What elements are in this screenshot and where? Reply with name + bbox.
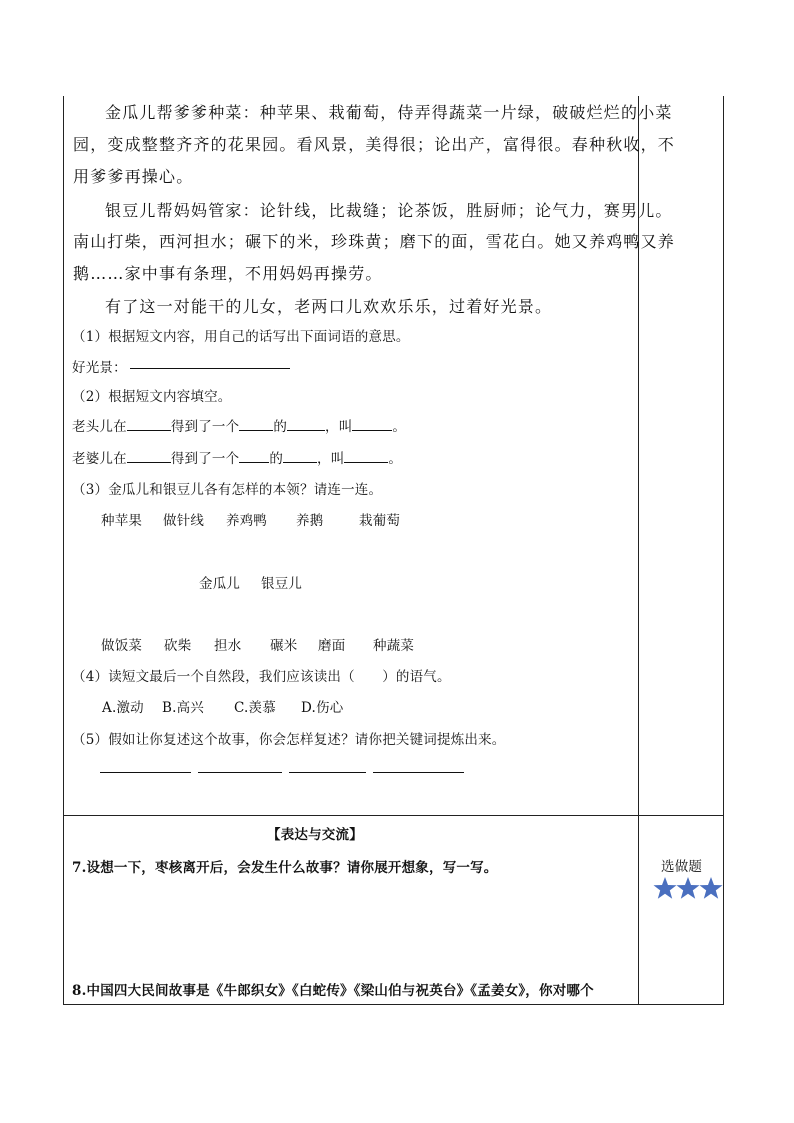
blank[interactable] [352,417,392,432]
story-para1-line2: 园，变成整整齐齐的花果园。看风景，美得很；论出产，富得很。春种秋收，不 [73,135,676,154]
table-border-right [723,96,724,1005]
question-2-row1 [72,415,406,435]
row1-text-c: 的 [273,419,288,435]
star-icon [676,876,700,900]
table-border-bottom [63,1004,724,1005]
row1-text-d: ，叫 [325,419,353,435]
name-yindou[interactable]: 银豆儿 [261,576,303,592]
skill-bottom-3[interactable]: 担水 [214,638,242,654]
blank[interactable] [283,449,317,464]
skill-bottom-2[interactable]: 砍柴 [164,638,192,654]
keyword-line-2[interactable] [198,772,282,773]
row2-text-c: 的 [269,451,284,467]
section-header: 【表达与交流】 [267,827,363,843]
row2-text-d: ，叫 [317,451,345,467]
row1-text-a: 老头儿在 [72,419,127,435]
skill-bottom-6[interactable]: 种蔬菜 [373,638,415,654]
row2-text-b: 得到了一个 [170,451,240,467]
question-1-word: 好光景： [72,360,127,376]
table-border-left [63,96,64,1005]
star-icon [699,876,723,900]
question-1-answer-line[interactable] [130,368,290,369]
option-b[interactable]: B.高兴 [162,700,205,716]
question-7: 7.设想一下，枣核离开后，会发生什么故事？请你展开想象，写一写。 [72,860,498,876]
skill-top-5[interactable]: 栽葡萄 [359,513,401,529]
blank[interactable] [287,417,325,432]
keyword-line-3[interactable] [289,772,366,773]
question-3-prompt: （3）金瓜儿和银豆儿各有怎样的本领？请连一连。 [72,482,383,498]
optional-label: 选做题 [661,859,703,875]
blank[interactable] [127,417,171,432]
question-1-prompt: （1）根据短文内容，用自己的话写出下面词语的意思。 [72,329,410,345]
row-divider [63,815,724,816]
blank[interactable] [127,449,171,464]
name-jingua[interactable]: 金瓜儿 [199,576,241,592]
option-a[interactable]: A.激动 [102,700,144,716]
skill-top-4[interactable]: 养鹅 [296,513,324,529]
question-4-prompt: （4）读短文最后一个自然段，我们应该读出（ ）的语气。 [72,669,451,685]
keyword-line-1[interactable] [100,772,191,773]
question-2-row2 [72,447,402,467]
blank[interactable] [344,449,388,464]
story-para2-line1: 银豆儿帮妈妈管家：论针线，比裁缝；论茶饭，胜厨师；论气力，赛男儿。 [105,201,673,220]
question-5-prompt: （5）假如让你复述这个故事，你会怎样复述？请你把关键词提炼出来。 [72,732,506,748]
blank[interactable] [239,449,269,464]
keyword-line-4[interactable] [373,772,464,773]
story-para2-line3: 鹅……家中事有条理，不用妈妈再操劳。 [73,264,383,283]
star-icon [653,876,677,900]
skill-top-2[interactable]: 做针线 [163,513,205,529]
row2-text-e: 。 [388,451,403,467]
blank[interactable] [239,417,273,432]
skill-top-1[interactable]: 种苹果 [101,513,143,529]
skill-bottom-1[interactable]: 做饭菜 [101,638,143,654]
skill-bottom-5[interactable]: 磨面 [318,638,346,654]
story-para3-line1: 有了这一对能干的儿女，老两口儿欢欢乐乐，过着好光景。 [105,297,553,316]
skill-top-3[interactable]: 养鸡鸭 [226,513,268,529]
row1-text-b: 得到了一个 [170,419,240,435]
story-para1-line3: 用爹爹再操心。 [73,167,194,186]
story-para1-line1: 金瓜儿帮爹爹种菜：种苹果、栽葡萄，侍弄得蔬菜一片绿，破破烂烂的小菜 [105,103,673,122]
option-c[interactable]: C.羡慕 [234,700,276,716]
story-para2-line2: 南山打柴，西河担水；碾下的米，珍珠黄；磨下的面，雪花白。她又养鸡鸭又养 [73,232,676,251]
row1-text-e: 。 [392,419,407,435]
question-8: 8.中国四大民间故事是《牛郎织女》《白蛇传》《梁山伯与祝英台》《孟姜女》，你对哪个 [72,983,594,999]
skill-bottom-4[interactable]: 碾米 [270,638,298,654]
option-d[interactable]: D.伤心 [301,700,344,716]
question-2-prompt: （2）根据短文内容填空。 [72,389,232,405]
row2-text-a: 老婆儿在 [72,451,127,467]
